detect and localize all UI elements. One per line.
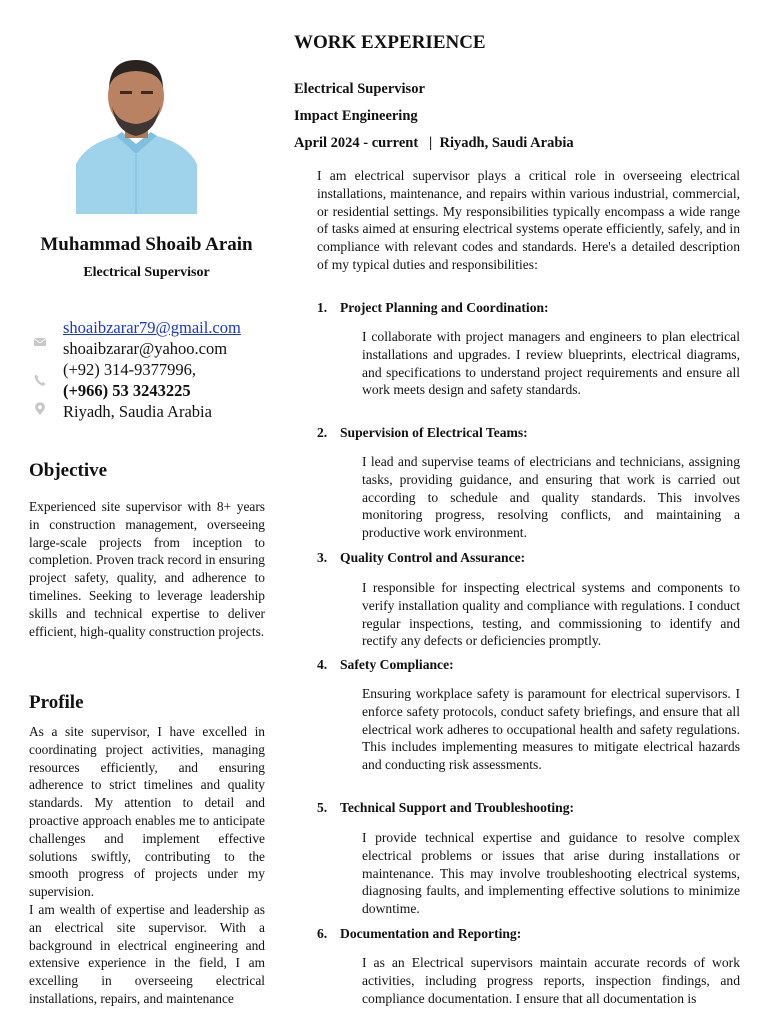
duty-title: 4. Safety Compliance: xyxy=(317,657,454,672)
objective-heading: Objective xyxy=(29,460,108,481)
person-portrait-image xyxy=(76,44,197,214)
candidate-name: Muhammad Shoaib Arain xyxy=(40,234,253,255)
location-pin-icon xyxy=(33,402,47,416)
duty-title: 1. Project Planning and Coordination: xyxy=(317,300,549,315)
location-text: Riyadh, Saudia Arabia xyxy=(63,402,212,421)
job-position: Electrical Supervisor xyxy=(294,81,425,97)
email-icon xyxy=(33,335,47,349)
duty-text: I lead and supervise teams of electricians and technicians, assigning tasks, providing guidance, and ensuring that work is carried out according to schedule and quality standards. This involves monitoring progress, resolving conflicts, and maintaining a productive work environment. xyxy=(362,454,740,541)
duty-title: 5. Technical Support and Troubleshooting: xyxy=(317,800,575,815)
duty-title: 6. Documentation and Reporting: xyxy=(317,926,522,941)
candidate-title: Electrical Supervisor xyxy=(83,265,210,280)
profile-text-2: I am wealth of expertise and leadership as an electrical site supervisor. With a background in electrical engineering and extensive experience in the field, I am excelling in overseeing electrical installations, repairs, and maintenance xyxy=(29,902,265,1006)
duty-text: Ensuring workplace safety is paramount for electrical supervisors. I enforce safety protocols, conduct safety briefings, and ensure that all electrical work adheres to occupational health and safety regulations. This includes implementing measures to mitigate electrical hazards and conducting risk assessments. xyxy=(362,686,740,773)
email-secondary: shoaibzarar@yahoo.com xyxy=(63,339,228,358)
phone-primary: (+92) 314-9377996, xyxy=(63,360,197,379)
email-primary-link[interactable]: shoaibzarar79@gmail.com xyxy=(63,318,241,337)
job-period: April 2024 - current | Riyadh, Saudi Arabia xyxy=(294,135,574,151)
duty-text: I responsible for inspecting electrical systems and components to verify installation quality and compliance with regulations. I conduct regular inspections, testing, and commissioning to identify and rectify any defects or deficiencies promptly. xyxy=(362,580,740,649)
profile-text-1: As a site supervisor, I have excelled in coordinating project activities, managing resources efficiently, and ensuring adherence to strict timelines and quality standards. My attention to detail and proactive approach enables me to anticipate challenges and implement effective solutions swiftly, contributing to the smooth progress of projects under my supervision. xyxy=(29,724,265,900)
contact-info xyxy=(63,317,241,422)
duty-text: I provide technical expertise and guidance to resolve complex electrical problems or issues that arise during installations or maintenance. This may involve troubleshooting electrical systems, diagnosing faults, and implementing effective solutions to minimize downtime. xyxy=(362,830,740,917)
duty-text: I collaborate with project managers and engineers to plan electrical installations and upgrades. I review blueprints, electrical diagrams, and specifications to understand project requirements and ensure all work meets design and safety standards. xyxy=(362,329,740,398)
duty-text: I as an Electrical supervisors maintain accurate records of work activities, including progress reports, inspection findings, and compliance documentation. I ensure that all documentation is xyxy=(362,955,740,1006)
objective-text: Experienced site supervisor with 8+ years in construction management, overseeing large-scale projects from inception to completion. Proven track record in ensuring project safety, quality, and adherence to timelines. Seeking to leverage leadership skills and technical expertise to deliver efficient, high-quality construction projects. xyxy=(29,499,265,639)
duty-title: 3. Quality Control and Assurance: xyxy=(317,550,526,565)
phone-secondary: (+966) 53 3243225 xyxy=(63,381,191,400)
work-experience-heading: WORK EXPERIENCE xyxy=(294,32,486,53)
profile-heading: Profile xyxy=(29,692,84,713)
job-company: Impact Engineering xyxy=(294,108,418,124)
profile-photo xyxy=(76,44,197,214)
phone-icon xyxy=(33,373,47,387)
job-intro: I am electrical supervisor plays a critical role in overseeing electrical installations, maintenance, and repairs within various industrial, commercial, or residential settings. My responsibilities typically encompass a wide range of tasks aimed at ensuring electrical systems operate efficiently, safely, and in compliance with relevant codes and standards. Here's a detailed description of my typical duties and responsibilities: xyxy=(317,168,740,272)
duty-title: 2. Supervision of Electrical Teams: xyxy=(317,425,528,440)
